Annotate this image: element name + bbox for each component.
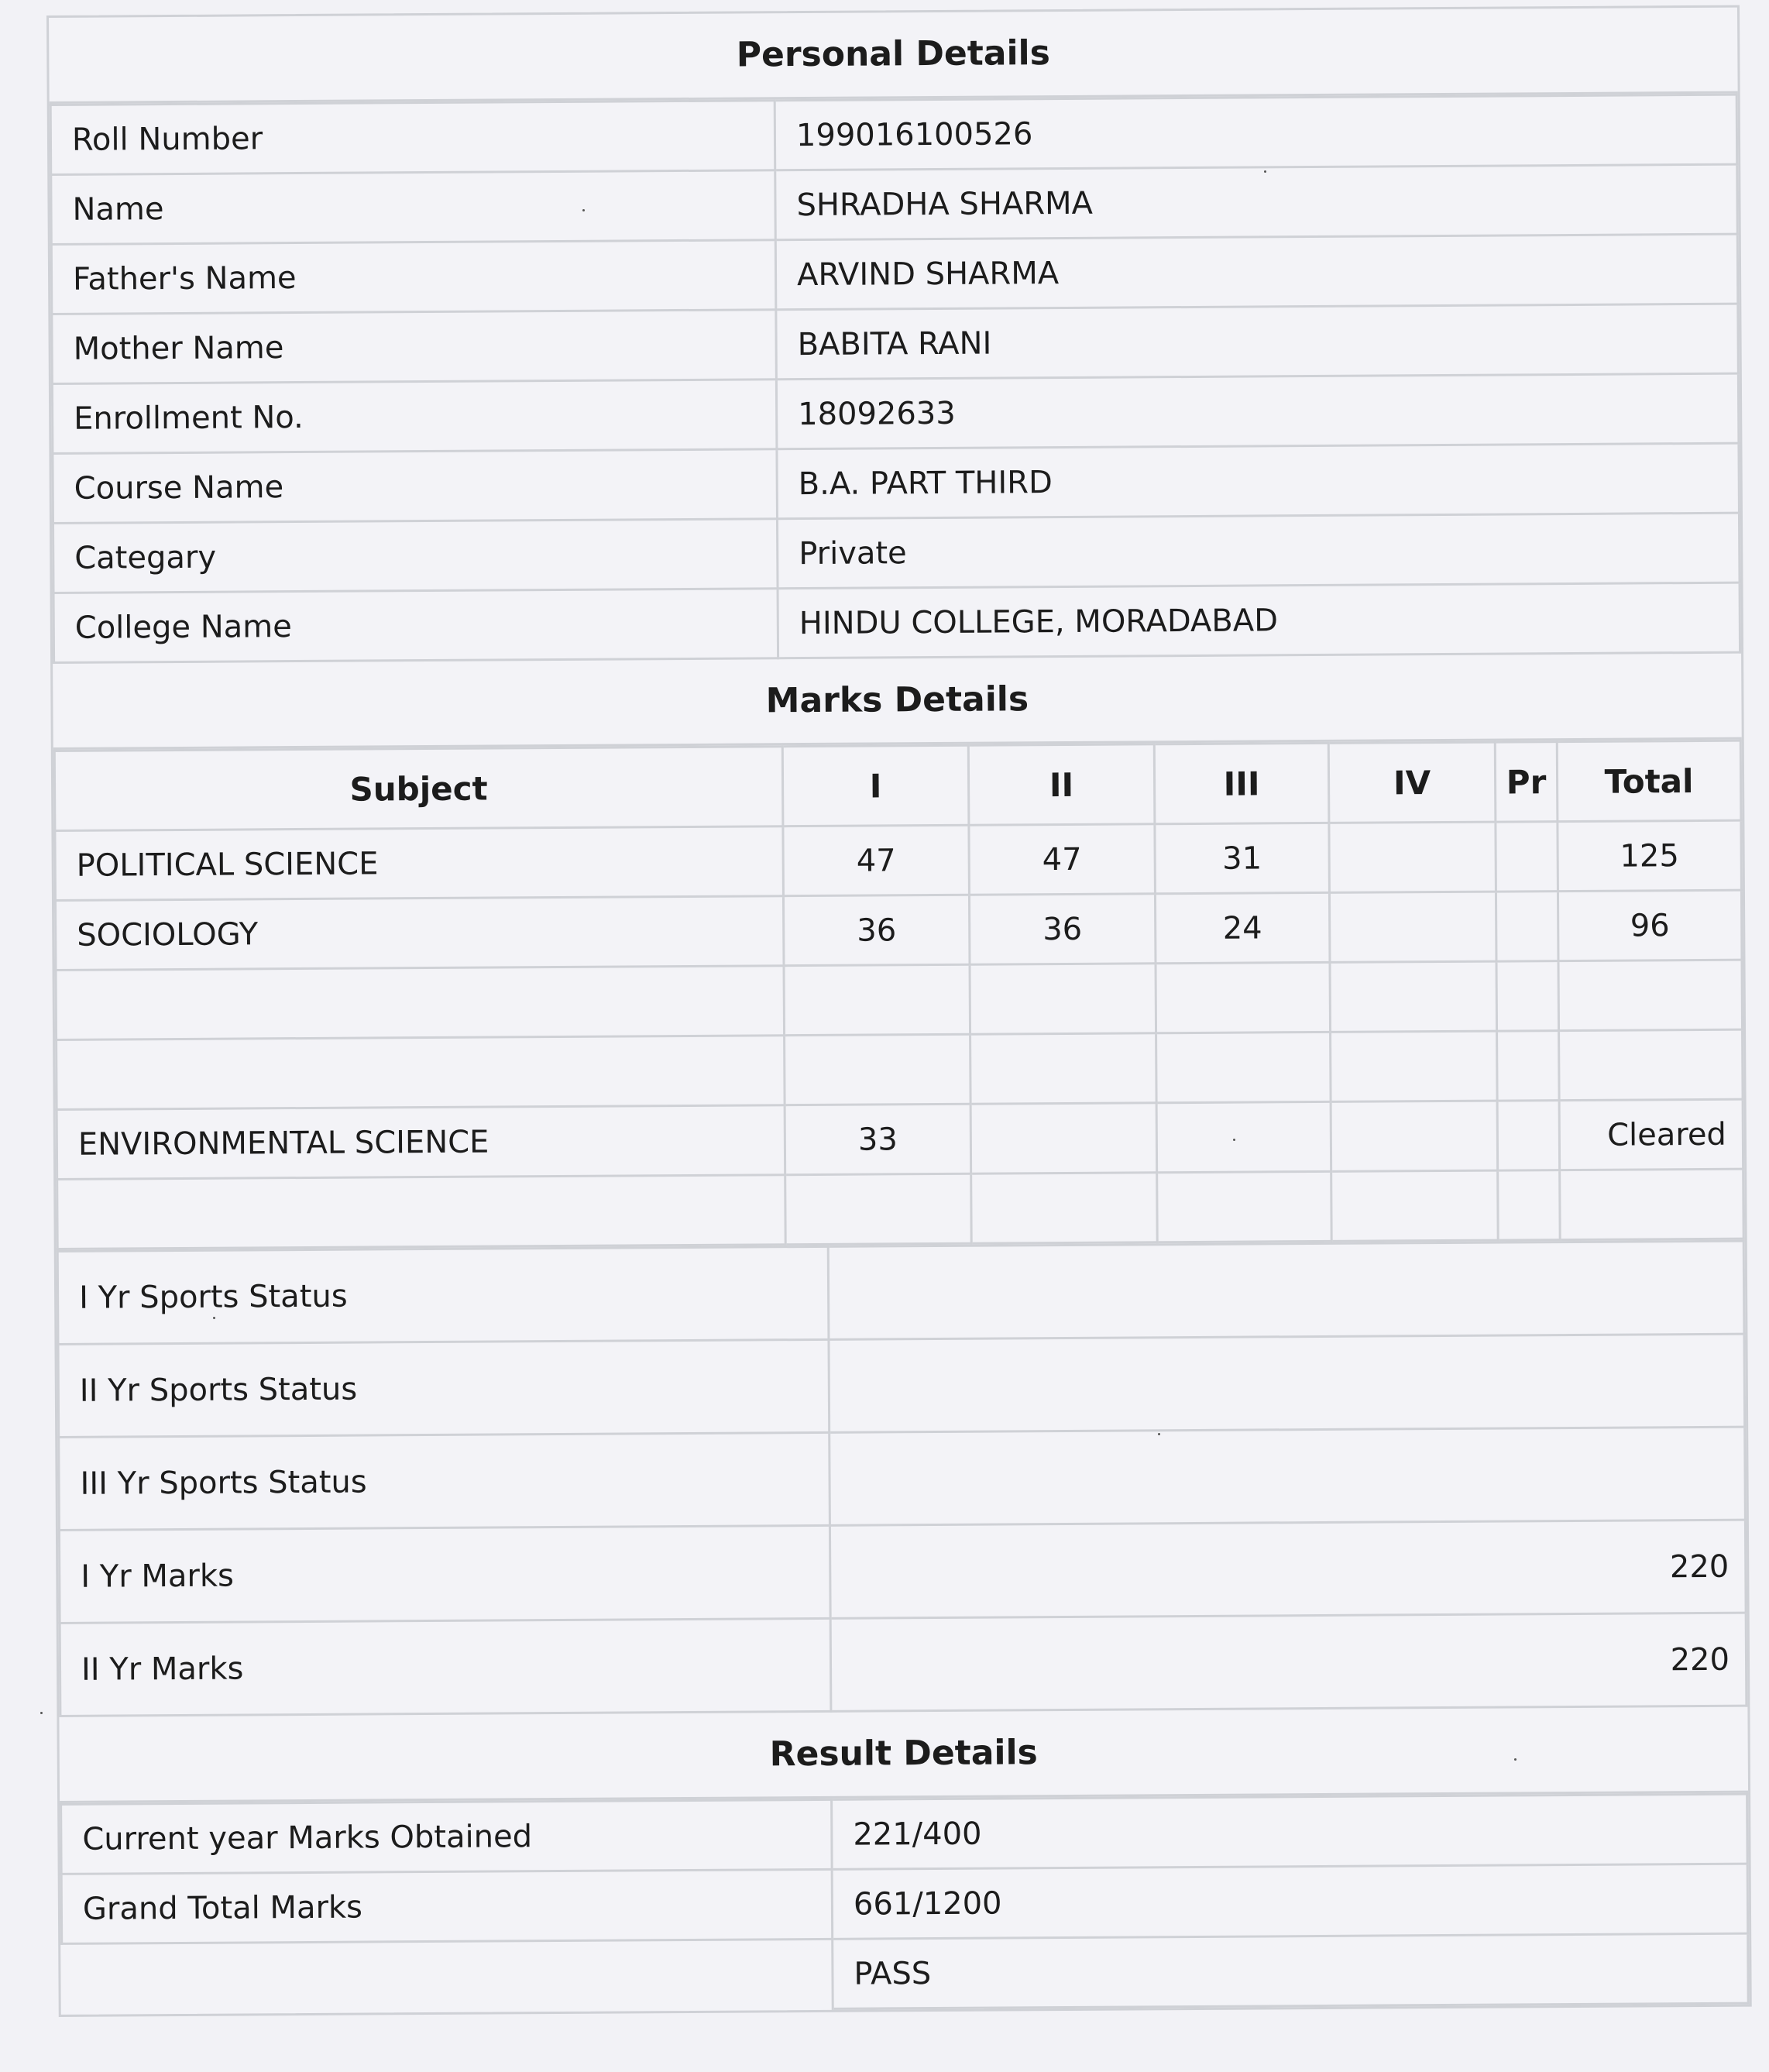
current-year-marks-value: 221/400 (832, 1794, 1748, 1869)
paper-iii-cell (1156, 962, 1331, 1033)
practical-cell (1496, 892, 1558, 961)
paper-iv-cell (1329, 892, 1496, 962)
i-yr-sports-status-label: I Yr Sports Status (57, 1246, 829, 1344)
college-name-label: College Name (53, 589, 778, 663)
paper-ii-cell (971, 1173, 1158, 1243)
total-cell: Cleared (1559, 1099, 1743, 1170)
paper-ii-cell (970, 1103, 1157, 1173)
category-label: Categary (53, 519, 778, 593)
paper-i-cell (785, 1034, 971, 1105)
scan-speck (1264, 170, 1266, 173)
ii-yr-sports-status-value (829, 1334, 1745, 1432)
table-row (55, 890, 1742, 970)
result-status-value: PASS (833, 1933, 1749, 2008)
table-row (57, 1169, 1744, 1249)
scan-speck (1158, 1433, 1160, 1435)
paper-iv-cell (1330, 961, 1497, 1032)
result-sheet (46, 5, 1752, 2017)
i-yr-sports-status-value (828, 1241, 1744, 1339)
table-row (57, 1029, 1743, 1109)
paper-ii-cell (970, 1033, 1157, 1104)
result-details-title: Result Details (59, 1707, 1748, 1803)
ii-yr-marks-value: 220 (830, 1613, 1747, 1711)
paper-iv-cell (1331, 1031, 1498, 1101)
col-header-total: Total (1557, 740, 1741, 821)
table-row (60, 1613, 1747, 1716)
category-value: Private (777, 513, 1740, 589)
name-label: Name (51, 170, 776, 245)
table-row (61, 1864, 1748, 1943)
table-row (57, 1241, 1744, 1344)
subject-cell: SOCIOLOGY (55, 896, 784, 971)
course-name-label: Course Name (53, 449, 778, 524)
table-row (57, 1099, 1743, 1179)
total-cell: 96 (1558, 890, 1742, 960)
marks-details-table (53, 740, 1745, 1250)
table-row (56, 960, 1743, 1039)
paper-i-cell (784, 964, 970, 1035)
subject-cell (56, 966, 785, 1040)
ii-yr-marks-label: II Yr Marks (60, 1618, 831, 1716)
scan-speck (582, 209, 585, 211)
paper-ii-cell (970, 964, 1156, 1034)
i-yr-marks-value: 220 (830, 1520, 1746, 1618)
paper-iv-cell (1331, 1101, 1498, 1171)
paper-i-cell: 36 (783, 895, 970, 965)
subject-cell (57, 1036, 785, 1110)
name-value: SHRADHA SHARMA (775, 164, 1738, 240)
result-status-label (62, 1939, 833, 2013)
roll-number-value: 199016100526 (775, 94, 1737, 170)
fathers-name-label: Father's Name (51, 240, 776, 314)
college-name-value: HINDU COLLEGE, MORADABAD (778, 582, 1740, 658)
table-row (51, 234, 1738, 314)
paper-iii-cell (1157, 1171, 1332, 1242)
roll-number-label: Roll Number (50, 101, 775, 175)
col-header-paper-iii: III (1154, 743, 1329, 823)
paper-iii-cell: 31 (1155, 823, 1330, 893)
table-row (52, 304, 1739, 383)
course-name-value: B.A. PART THIRD (777, 443, 1740, 519)
paper-iv-cell (1329, 822, 1496, 892)
i-yr-marks-label: I Yr Marks (59, 1525, 830, 1623)
table-row (58, 1334, 1745, 1437)
table-row (52, 373, 1739, 453)
scan-speck (1514, 1758, 1517, 1761)
marks-details-title: Marks Details (53, 654, 1742, 750)
current-year-marks-label: Current year Marks Obtained (61, 1799, 833, 1874)
enrollment-no-label: Enrollment No. (52, 380, 777, 454)
table-row (53, 513, 1740, 593)
total-cell: 125 (1558, 820, 1742, 891)
col-header-practical: Pr (1495, 742, 1558, 822)
paper-i-cell (785, 1173, 972, 1244)
table-row (61, 1794, 1748, 1874)
scan-speck (40, 1712, 43, 1714)
grand-total-marks-value: 661/1200 (832, 1864, 1748, 1939)
paper-iv-cell (1331, 1170, 1499, 1241)
practical-cell (1496, 822, 1558, 892)
iii-yr-sports-status-value (830, 1427, 1746, 1525)
subject-cell (57, 1175, 786, 1249)
fathers-name-value: ARVIND SHARMA (775, 234, 1738, 310)
col-header-paper-i: I (782, 745, 969, 826)
paper-iii-cell (1156, 1101, 1331, 1172)
ii-yr-sports-status-label: II Yr Sports Status (58, 1339, 830, 1437)
grand-total-marks-label: Grand Total Marks (61, 1869, 833, 1943)
practical-cell (1498, 1170, 1561, 1240)
practical-cell (1496, 961, 1559, 1031)
total-cell (1560, 1169, 1744, 1239)
paper-i-cell: 33 (785, 1104, 971, 1174)
personal-details-title: Personal Details (49, 8, 1738, 104)
table-row (59, 1520, 1746, 1623)
subject-cell: ENVIRONMENTAL SCIENCE (57, 1105, 785, 1180)
table-row (59, 1427, 1746, 1530)
table-row (50, 94, 1737, 174)
paper-ii-cell: 47 (969, 824, 1156, 895)
col-header-paper-ii: II (968, 744, 1155, 825)
total-cell (1558, 960, 1743, 1030)
yearly-status-table (57, 1240, 1748, 1717)
col-header-paper-iv: IV (1328, 742, 1496, 823)
table-row (53, 582, 1740, 662)
paper-iii-cell: 24 (1155, 892, 1330, 963)
enrollment-no-value: 18092633 (776, 373, 1739, 449)
personal-details-table (50, 94, 1741, 664)
paper-iii-cell (1156, 1032, 1331, 1102)
table-row (53, 443, 1740, 523)
practical-cell (1497, 1101, 1560, 1170)
practical-cell (1497, 1031, 1560, 1101)
result-details-table (60, 1793, 1750, 2015)
scan-speck (1233, 1139, 1235, 1141)
scan-speck (213, 1317, 215, 1319)
table-row (55, 820, 1742, 900)
marks-header-row (54, 740, 1741, 830)
iii-yr-sports-status-label: III Yr Sports Status (59, 1432, 830, 1530)
paper-ii-cell: 36 (969, 894, 1156, 964)
col-header-subject: Subject (54, 747, 783, 831)
table-row (62, 1933, 1749, 2013)
mother-name-label: Mother Name (52, 310, 777, 384)
mother-name-value: BABITA RANI (776, 304, 1739, 380)
total-cell (1559, 1029, 1743, 1100)
table-row (51, 164, 1738, 244)
paper-i-cell: 47 (783, 825, 970, 895)
subject-cell: POLITICAL SCIENCE (55, 826, 784, 901)
